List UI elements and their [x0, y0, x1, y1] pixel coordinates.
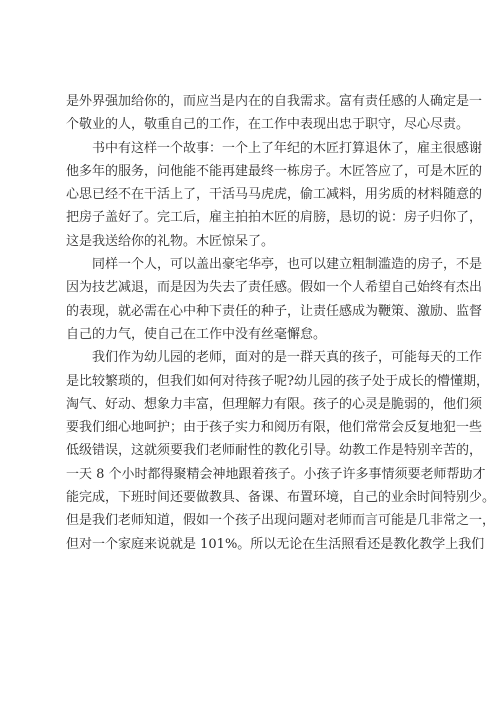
text-line: 因为技艺减退，而是因为失去了责任感。假如一个人希望自己始终有杰出 — [66, 280, 483, 296]
text-line: 自己的力气，使自己在工作中没有丝毫懈怠。 — [66, 326, 327, 342]
document-body — [66, 90, 496, 556]
text-line: 个敬业的人，敬重自己的工作，在工作中表现出忠于职守，尽心尽责。 — [66, 117, 470, 133]
text-line: 但是我们老师知道，假如一个孩子出现问题对老师而言可能是几非常之一， — [66, 513, 496, 529]
text-line: 但对一个家庭来说就是 101%。所以无论在生活照看还是教化教学上我们 — [66, 536, 485, 552]
text-line: 他多年的服务，问他能不能再建最终一栋房子。木匠答应了，可是木匠的 — [66, 163, 483, 179]
text-line: 这是我送给你的礼物。木匠惊呆了。 — [66, 233, 275, 249]
text-line: 低级错误，这就须要我们老师耐性的教化引导。幼教工作是特别辛苦的， — [66, 443, 483, 459]
paragraph — [66, 346, 496, 556]
text-line: 心思已经不在干活上了，干活马马虎虎，偷工减料，用劣质的材料随意的 — [66, 187, 483, 203]
text-line: 我们作为幼儿园的老师，面对的是一群天真的孩子，可能每天的工作 — [92, 350, 483, 366]
text-line: 是比较繁琐的，但我们如何对待孩子呢?幼儿园的孩子处于成长的懵懂期， — [66, 373, 489, 389]
text-line: 的表现，就必需在心中种下责任的种子，让责任感成为鞭策、激励、监督 — [66, 303, 483, 319]
paragraph — [66, 137, 483, 253]
paragraph — [66, 253, 483, 346]
text-line: 书中有这样一个故事：一个上了年纪的木匠打算退休了，雇主很感谢 — [92, 140, 483, 156]
text-line: 能完成，下班时间还要做教具、备课、布置环境，自己的业余时间特别少。 — [66, 490, 496, 506]
text-line: 同样一个人，可以盖出豪宅华亭，也可以建立粗制滥造的房子，不是 — [92, 257, 483, 273]
paragraph — [66, 90, 483, 137]
text-line: 淘气、好动、想象力丰富，但理解力有限。孩子的心灵是脆弱的，他们须 — [66, 396, 483, 412]
text-line: 一天 8 个小时都得聚精会神地跟着孩子。小孩子许多事情须要老师帮助才 — [66, 466, 486, 482]
text-line: 要我们细心地呵护；由于孩子实力和阅历有限，他们常常会反复地犯一些 — [66, 420, 483, 436]
text-line: 是外界强加给你的，而应当是内在的自我需求。富有责任感的人确定是一 — [66, 94, 483, 109]
text-line: 把房子盖好了。完工后，雇主拍拍木匠的肩膀，恳切的说：房子归你了， — [66, 210, 483, 226]
